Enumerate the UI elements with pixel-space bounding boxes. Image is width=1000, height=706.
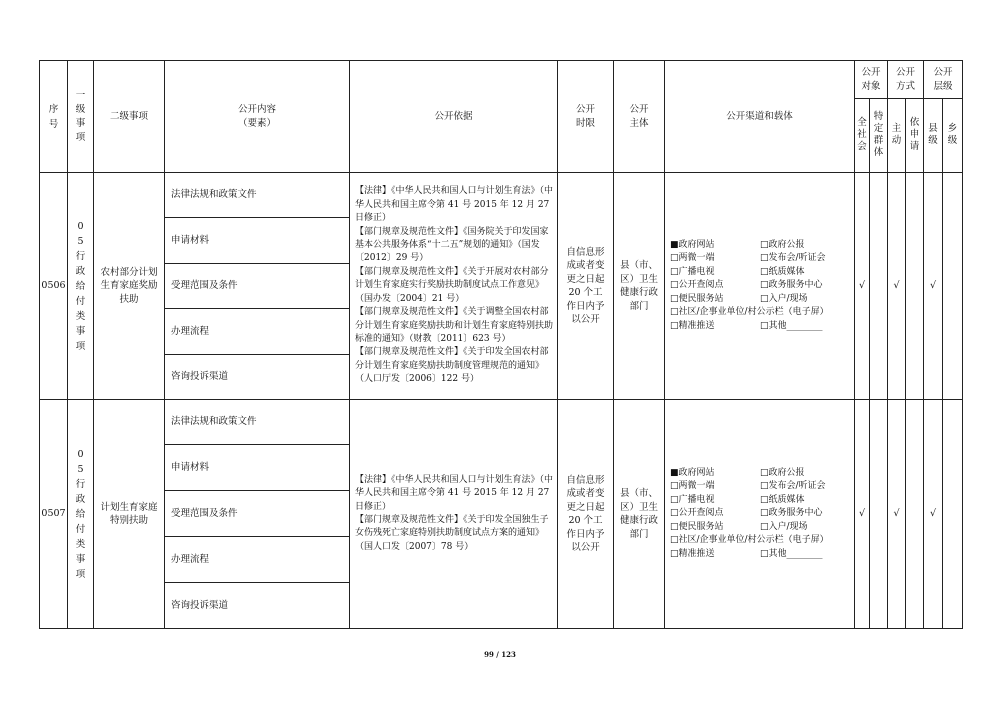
row-level2: 农村部分计划生育家庭奖励扶助	[94, 173, 165, 400]
item-cell: 办理流程	[165, 309, 350, 355]
table-row	[40, 400, 963, 445]
channels-cell: ■政府网站 □政府公报 □两微一端 □发布会/听证会 □广播电视 □纸质媒体 □公开查阅点 □政务服务中心 □便民服务站 □入户/现场 □社区/企事业单位/村公示栏（电子屏） □精准推送 □其他________	[665, 400, 855, 629]
header-object-group: 公开对象	[855, 61, 888, 99]
basis-entry: 【部门规章及规范性文件】《关于调整全国农村部分计划生育家庭奖励扶助和计划生育家庭特别扶助标准的通知》（财教〔2011〕623 号）	[355, 307, 554, 344]
level-town-mark	[943, 173, 963, 400]
header-level-town: 乡级	[943, 99, 963, 173]
item-cell: 办理流程	[165, 537, 350, 583]
basis-entry: 【部门规章及规范性文件】《关于开展对农村部分计划生育家庭实行奖励扶助制度试点工作意见》（国办发〔2004〕21 号）	[355, 266, 549, 304]
header-content: 公开内容 （要素）	[165, 61, 350, 173]
header-method-active: 主动	[888, 99, 906, 173]
basis-entry: 【部门规章及规范性文件】《关于印发全国农村部分计划生育家庭奖励扶助制度管理规范的通知》（人口厅发〔2006〕122 号）	[355, 347, 549, 385]
level-town-mark	[943, 400, 963, 629]
header-obj-all: 全社会	[855, 99, 870, 173]
header-level-group: 公开层级	[924, 61, 963, 99]
basis-cell	[350, 173, 558, 400]
method-active-mark: √	[888, 173, 906, 400]
item-cell: 咨询投诉渠道	[165, 583, 350, 629]
header-time-limit: 公开时限	[558, 61, 614, 173]
basis-cell	[350, 400, 558, 629]
method-apply-mark	[906, 400, 924, 629]
obj-specific-mark	[870, 173, 888, 400]
method-apply-mark	[906, 173, 924, 400]
disclosure-table	[39, 60, 963, 629]
item-cell: 申请材料	[165, 445, 350, 491]
header-row-1	[40, 61, 963, 99]
table-row	[40, 173, 963, 218]
header-level-county: 县级	[924, 99, 943, 173]
header-level1: 一级事项	[68, 61, 94, 173]
item-cell: 法律法规和政策文件	[165, 400, 350, 445]
page-number: 99 / 123	[484, 650, 516, 659]
header-level2: 二级事项	[94, 61, 165, 173]
obj-all-mark: √	[855, 400, 870, 629]
basis-entry: 【法律】《中华人民共和国人口与计划生育法》（中华人民共和国主席令第 41 号 2015 年 12 月 27 日修正）	[355, 186, 554, 224]
time-limit-cell: 自信息形成或者变更之日起 20 个工作日内予以公开	[558, 400, 614, 629]
obj-all-mark: √	[855, 173, 870, 400]
header-obj-specific: 特定群体	[870, 99, 888, 173]
item-cell: 法律法规和政策文件	[165, 173, 350, 218]
basis-entry: 【法律】《中华人民共和国人口与计划生育法》（中华人民共和国主席令第 41 号 2015 年 12 月 27 日修正）	[355, 474, 554, 512]
header-method-group: 公开方式	[888, 61, 924, 99]
time-limit-cell: 自信息形成或者变更之日起 20 个工作日内予以公开	[558, 173, 614, 400]
header-method-apply: 依申请	[906, 99, 924, 173]
obj-specific-mark	[870, 400, 888, 629]
item-cell: 申请材料	[165, 218, 350, 264]
subject-cell: 县（市、区）卫生健康行政部门	[614, 400, 665, 629]
level-county-mark: √	[924, 173, 943, 400]
header-seq: 序号	[40, 61, 68, 173]
header-channels: 公开渠道和载体	[665, 61, 855, 173]
item-cell: 受理范围及条件	[165, 491, 350, 537]
row-level1: 05行政给付类事项	[68, 400, 94, 629]
row-seq: 0507	[40, 400, 68, 629]
channels-cell: ■政府网站 □政府公报 □两微一端 □发布会/听证会 □广播电视 □纸质媒体 □公开查阅点 □政务服务中心 □便民服务站 □入户/现场 □社区/企事业单位/村公示栏（电子屏） □精准推送 □其他________	[665, 173, 855, 400]
method-active-mark: √	[888, 400, 906, 629]
item-cell: 受理范围及条件	[165, 264, 350, 309]
basis-entry: 【部门规章及规范性文件】《关于印发全国独生子女伤残死亡家庭特别扶助制度试点方案的通知》（国人口发〔2007〕78 号）	[355, 515, 549, 552]
header-basis: 公开依据	[350, 61, 558, 173]
row-level2: 计划生育家庭特别扶助	[94, 400, 165, 629]
header-subject: 公开主体	[614, 61, 665, 173]
subject-cell: 县（市、区）卫生健康行政部门	[614, 173, 665, 400]
row-level1: 05行政给付类事项	[68, 173, 94, 400]
row-seq: 0506	[40, 173, 68, 400]
level-county-mark: √	[924, 400, 943, 629]
item-cell: 咨询投诉渠道	[165, 355, 350, 400]
basis-entry: 【部门规章及规范性文件】《国务院关于印发国家基本公共服务体系“十二五”规划的通知》（国发〔2012〕29 号）	[355, 226, 549, 264]
